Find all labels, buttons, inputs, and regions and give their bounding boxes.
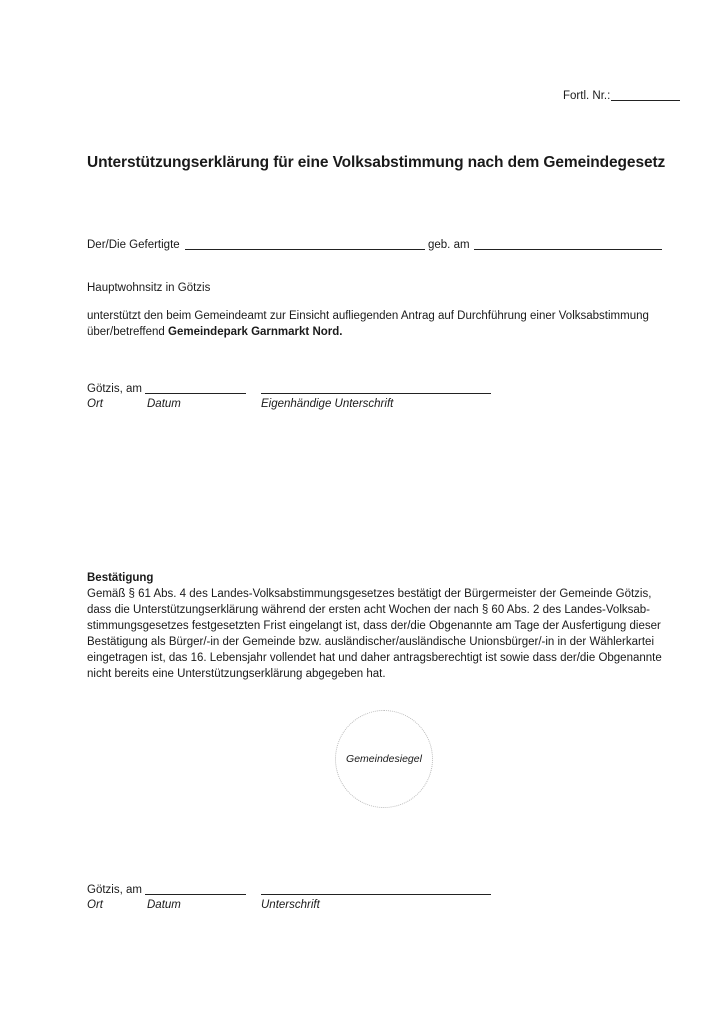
statement-subject: Gemeindepark Garnmarkt Nord.: [168, 326, 343, 338]
confirmation-line: eingetragen ist, das 16. Lebensjahr vollendet hat und daher antragsberechtigt ist sowie dass der/die Obgenannte: [87, 652, 662, 664]
birth-date-label: geb. am: [428, 239, 470, 251]
confirmation-heading: Bestätigung: [87, 572, 154, 584]
caption-signature-1: Eigenhändige Unterschrift: [261, 398, 394, 410]
residence-text: Hauptwohnsitz in Götzis: [87, 282, 211, 294]
confirmation-line: Gemäß § 61 Abs. 4 des Landes-Volksabstimmungsgesetzes bestätigt der Bürgermeister der Gemeinde Götzis,: [87, 588, 652, 600]
seal-label: Gemeindesiegel: [346, 753, 422, 765]
place-date-label-1: Götzis, am: [87, 383, 142, 395]
confirmation-paragraph: [87, 586, 662, 682]
confirmation-line: dass die Unterstützungserklärung während der ersten acht Wochen der nach § 60 Abs. 2 des Landes-Volksab-: [87, 604, 650, 616]
document-title: Unterstützungserklärung für eine Volksabstimmung nach dem Gemeindegesetz: [87, 154, 666, 171]
caption-datum-1: Datum: [147, 398, 181, 410]
confirmation-line: Bestätigung als Bürger/-in der Gemeinde bzw. ausländischer/ausländische Unionsbürger/-in in der Wählerkartei: [87, 636, 654, 648]
place-date-label-2: Götzis, am: [87, 884, 142, 896]
confirmation-line: stimmungsgesetzes festgesetzten Frist eingelangt ist, dass der/die Obgenannte am Tage der Ausfertigung dieser: [87, 620, 661, 632]
confirmation-line: nicht bereits eine Unterstützungserklärung abgegeben hat.: [87, 668, 386, 680]
signature-field-2[interactable]: [261, 894, 491, 895]
caption-datum-2: Datum: [147, 899, 181, 911]
fortl-nr-field[interactable]: [611, 100, 680, 101]
birth-date-field[interactable]: [474, 249, 662, 250]
signatory-name-field[interactable]: [185, 249, 425, 250]
signature-field-1[interactable]: [261, 393, 491, 394]
signatory-label: Der/Die Gefertigte: [87, 239, 180, 251]
statement-line-1: unterstützt den beim Gemeindeamt zur Einsicht aufliegenden Antrag auf Durchführung einer Volksabstimmung: [87, 310, 649, 322]
caption-ort-2: Ort: [87, 899, 103, 911]
municipal-seal-area: [335, 710, 433, 808]
fortl-nr-label: Fortl. Nr.:: [563, 90, 611, 102]
date-field-2[interactable]: [145, 894, 246, 895]
date-field-1[interactable]: [145, 393, 246, 394]
statement-line-2: [87, 324, 342, 340]
statement-prefix: über/betreffend: [87, 326, 168, 338]
caption-signature-2: Unterschrift: [261, 899, 320, 911]
caption-ort-1: Ort: [87, 398, 103, 410]
